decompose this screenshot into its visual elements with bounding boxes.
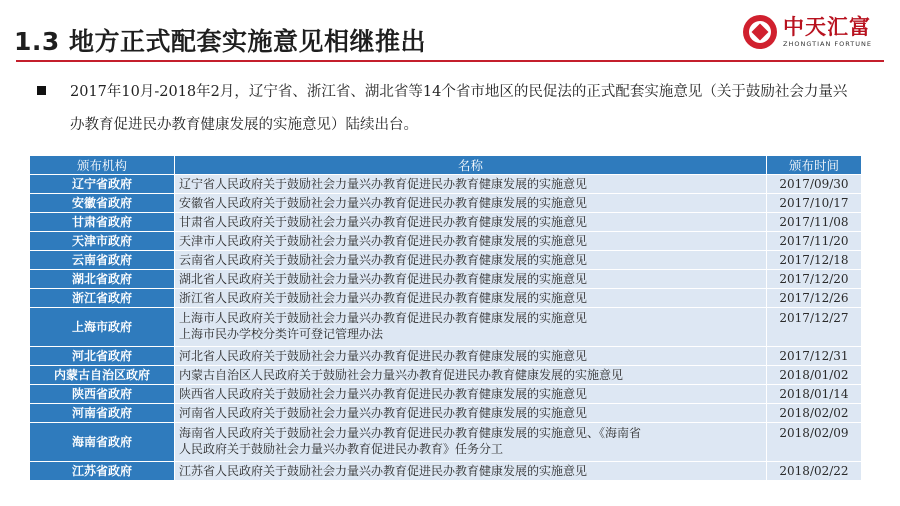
date-cell: 2018/02/02 [767, 404, 862, 423]
date-cell: 2017/09/30 [767, 175, 862, 194]
table-row [30, 423, 862, 462]
date-cell: 2017/12/26 [767, 289, 862, 308]
table-row [30, 194, 862, 213]
org-cell: 辽宁省政府 [30, 175, 175, 194]
name-line: 上海市人民政府关于鼓励社会力量兴办教育促进民办教育健康发展的实施意见 [179, 311, 588, 325]
name-cell [175, 404, 767, 423]
org-cell: 天津市政府 [30, 232, 175, 251]
table-row [30, 251, 862, 270]
table-row [30, 404, 862, 423]
name-cell [175, 289, 767, 308]
org-cell: 湖北省政府 [30, 270, 175, 289]
name-cell [175, 366, 767, 385]
table-row [30, 366, 862, 385]
company-logo [743, 12, 872, 52]
name-line-2: 人民政府关于鼓励社会力量兴办教育促进民办教育》任务分工 [179, 442, 504, 456]
name-line: 湖北省人民政府关于鼓励社会力量兴办教育促进民办教育健康发展的实施意见 [179, 272, 588, 286]
name-line: 甘肃省人民政府关于鼓励社会力量兴办教育促进民办教育健康发展的实施意见 [179, 215, 588, 229]
name-line: 江苏省人民政府关于鼓励社会力量兴办教育促进民办教育健康发展的实施意见 [179, 464, 588, 478]
date-cell: 2017/10/17 [767, 194, 862, 213]
table-header-row [30, 156, 862, 175]
org-cell: 河南省政府 [30, 404, 175, 423]
logo-chinese-name: 中天汇富 [783, 14, 872, 39]
page-title: 1.3 地方正式配套实施意见相继推出 [14, 27, 426, 56]
column-header-org: 颁布机构 [30, 156, 175, 175]
org-cell: 海南省政府 [30, 423, 175, 462]
name-line: 浙江省人民政府关于鼓励社会力量兴办教育促进民办教育健康发展的实施意见 [179, 291, 588, 305]
date-cell: 2017/12/18 [767, 251, 862, 270]
name-cell [175, 308, 767, 347]
date-cell: 2017/11/20 [767, 232, 862, 251]
bullet-square-icon [37, 86, 46, 95]
date-cell: 2017/11/08 [767, 213, 862, 232]
title-divider [16, 60, 884, 62]
name-line: 河北省人民政府关于鼓励社会力量兴办教育促进民办教育健康发展的实施意见 [179, 349, 588, 363]
name-line: 陕西省人民政府关于鼓励社会力量兴办教育促进民办教育健康发展的实施意见 [179, 387, 588, 401]
org-cell: 云南省政府 [30, 251, 175, 270]
name-line-2: 上海市民办学校分类许可登记管理办法 [179, 327, 384, 341]
table-row [30, 347, 862, 366]
zhongtian-logo-icon [743, 15, 777, 49]
name-cell [175, 194, 767, 213]
logo-english-name: ZHONGTIAN FORTUNE [783, 39, 872, 48]
org-cell: 内蒙古自治区政府 [30, 366, 175, 385]
date-cell: 2018/01/02 [767, 366, 862, 385]
org-cell: 甘肃省政府 [30, 213, 175, 232]
table-row [30, 385, 862, 404]
name-cell [175, 347, 767, 366]
table-row [30, 289, 862, 308]
table-row [30, 308, 862, 347]
table-body [30, 175, 862, 481]
column-header-name: 名称 [175, 156, 767, 175]
table-row [30, 462, 862, 481]
summary-paragraph: 2017年10月-2018年2月，辽宁省、浙江省、湖北省等14个省市地区的民促法的正式配套实施意见（关于鼓励社会力量兴办教育促进民办教育健康发展的实施意见）陆续出台。 [70, 84, 848, 133]
name-cell [175, 385, 767, 404]
logo-text [783, 14, 872, 48]
date-cell: 2017/12/20 [767, 270, 862, 289]
date-cell: 2017/12/27 [767, 308, 862, 347]
table-row [30, 175, 862, 194]
name-line: 天津市人民政府关于鼓励社会力量兴办教育促进民办教育健康发展的实施意见 [179, 234, 588, 248]
date-cell: 2017/12/31 [767, 347, 862, 366]
name-cell [175, 423, 767, 462]
column-header-date: 颁布时间 [767, 156, 862, 175]
org-cell: 陕西省政府 [30, 385, 175, 404]
org-cell: 江苏省政府 [30, 462, 175, 481]
name-line: 辽宁省人民政府关于鼓励社会力量兴办教育促进民办教育健康发展的实施意见 [179, 177, 588, 191]
org-cell: 安徽省政府 [30, 194, 175, 213]
name-cell [175, 251, 767, 270]
org-cell: 河北省政府 [30, 347, 175, 366]
name-line: 内蒙古自治区人民政府关于鼓励社会力量兴办教育促进民办教育健康发展的实施意见 [179, 368, 624, 382]
date-cell: 2018/01/14 [767, 385, 862, 404]
name-line: 河南省人民政府关于鼓励社会力量兴办教育促进民办教育健康发展的实施意见 [179, 406, 588, 420]
table-row [30, 270, 862, 289]
org-cell: 上海市政府 [30, 308, 175, 347]
name-cell [175, 213, 767, 232]
policy-table [29, 155, 862, 481]
table-row [30, 213, 862, 232]
name-cell [175, 270, 767, 289]
date-cell: 2018/02/09 [767, 423, 862, 462]
name-line: 安徽省人民政府关于鼓励社会力量兴办教育促进民办教育健康发展的实施意见 [179, 196, 588, 210]
name-cell [175, 462, 767, 481]
name-line: 云南省人民政府关于鼓励社会力量兴办教育促进民办教育健康发展的实施意见 [179, 253, 588, 267]
name-cell [175, 175, 767, 194]
org-cell: 浙江省政府 [30, 289, 175, 308]
name-cell [175, 232, 767, 251]
table-row [30, 232, 862, 251]
name-line: 海南省人民政府关于鼓励社会力量兴办教育促进民办教育健康发展的实施意见、《海南省 [179, 426, 642, 440]
date-cell: 2018/02/22 [767, 462, 862, 481]
